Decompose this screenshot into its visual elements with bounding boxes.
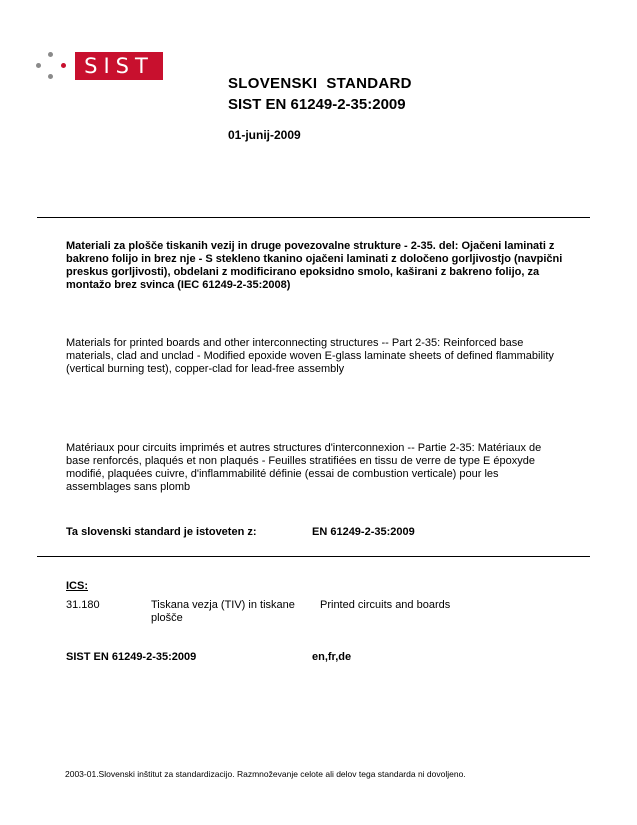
title-english: Materials for printed boards and other interconnecting structures -- Part 2-35: Reinforced base materials, clad and unclad - Modified epoxide woven E-glass laminate sheets of defined flammability (vertical burning test), copper-clad for lead-free assembly [66, 337, 554, 375]
ics-heading: ICS: [66, 580, 88, 592]
document-languages: en,fr,de [312, 651, 352, 663]
sist-logo: SIST [75, 52, 163, 80]
title-slovenian: Materiali za plošče tiskanih vezij in druge povezovalne strukture - 2-35. del: Ojačeni laminati z bakreno folijo in brez nje - S stekleno tkanino ojačeni laminati z določeno gorljivostjo (navpični preskus gorljivosti), obdelani z modificirano epoksidno smolo, kaširani z bakreno folijo, za montažo brez svinca (IEC 61249-2-35:2008) [66, 240, 563, 291]
ics-code: 31.180 [66, 599, 100, 611]
standard-heading: SLOVENSKI STANDARD [228, 75, 412, 92]
standard-code: SIST EN 61249-2-35:2009 [228, 96, 406, 113]
identity-value: EN 61249-2-35:2009 [312, 526, 415, 538]
ics-slovenian: Tiskana vezja (TIV) in tiskane plošče [151, 599, 295, 624]
divider-top [37, 217, 590, 218]
document-code: SIST EN 61249-2-35:2009 [66, 651, 197, 663]
ics-english: Printed circuits and boards [320, 599, 451, 611]
identity-label: Ta slovenski standard je istoveten z: [66, 526, 257, 538]
publication-date: 01-junij-2009 [228, 128, 301, 142]
title-french: Matériaux pour circuits imprimés et autres structures d'interconnexion -- Partie 2-35: Matériaux de base renforcés, plaqués et non plaqués - Feuilles stratifiées en tissu de verre de type E époxyde modifié, plaquées cuivre, d'inflammabilité définie (essai de combustion verticale) pour les assemblages sans plomb [66, 442, 542, 493]
logo-dots-icon [34, 52, 70, 82]
copyright-footer: 2003-01.Slovenski inštitut za standardizacijo. Razmnoževanje celote ali delov tega standarda ni dovoljeno. [65, 769, 466, 779]
divider-bottom [37, 556, 590, 557]
